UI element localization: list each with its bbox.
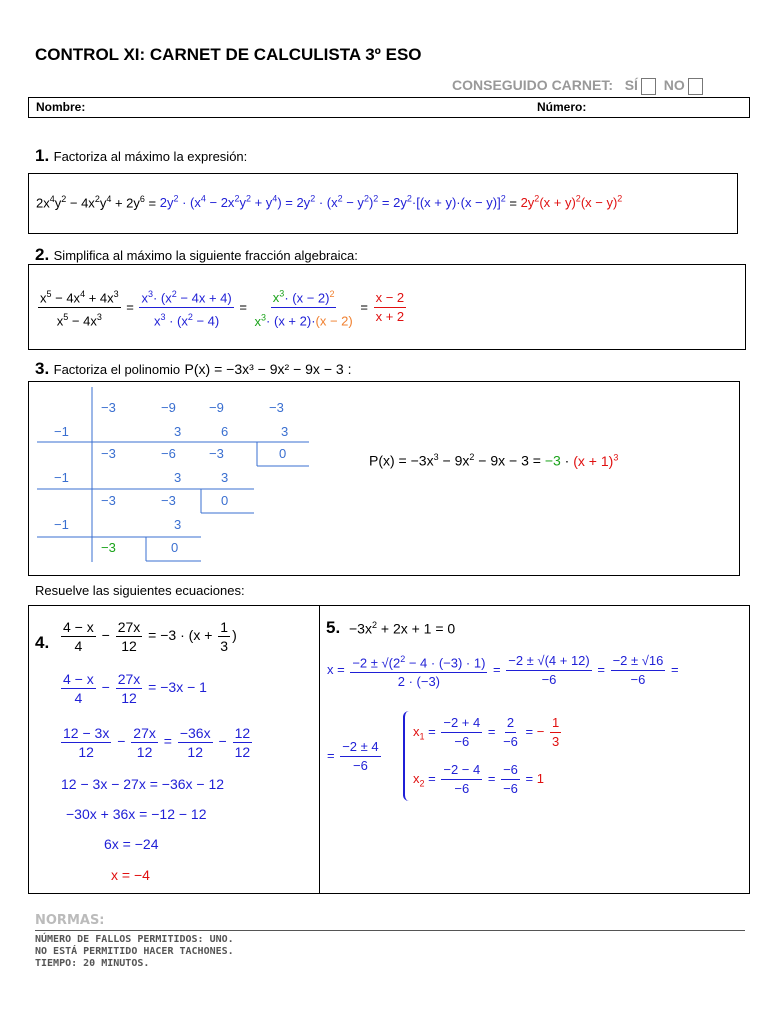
q2-prompt: Simplifica al máximo la siguiente fracción algebraica:: [53, 248, 358, 263]
q3-poly: P(x) = −3x³ − 9x² − 9x − 3 :: [184, 361, 352, 377]
q2-number: 2.: [35, 245, 50, 264]
q3-heading: [35, 359, 351, 379]
r1-2: 3: [281, 424, 289, 439]
q1-prompt: Factoriza al máximo la expresión:: [53, 149, 248, 164]
q3-result: $P(x) = -3x^3 - 9x^2 - 9x - 3 = -3 \cdot (x + 1)^3$: [369, 452, 619, 469]
q1-heading: [35, 146, 247, 166]
r2-1: −6: [161, 446, 176, 461]
r4-0: −3: [101, 493, 116, 508]
q3-number: 3.: [35, 359, 50, 378]
q5-step2: = $\frac{-2 \pm 4}{-6}$: [327, 739, 379, 773]
q4-step5: 6x = −24: [104, 836, 159, 852]
q1-number: 1.: [35, 146, 50, 165]
root-2: −1: [54, 470, 69, 485]
si-label: SÍ: [624, 77, 638, 93]
normas-title: NORMAS:: [35, 913, 105, 928]
q2-heading: [35, 245, 358, 265]
normas-line-2: NO ESTÁ PERMITIDO HACER TACHONES.: [35, 946, 234, 957]
r2-0: −3: [101, 446, 116, 461]
ruffini-table: [29, 382, 329, 567]
q5-brace: [403, 711, 411, 801]
name-row: [28, 97, 750, 118]
r3-1: 3: [221, 470, 229, 485]
coef-0: −3: [101, 400, 116, 415]
q4-step2: $\frac{12 - 3x}{12}$ − $\frac{27x}{12}$ = $\frac{-36x}{12}$ − $\frac{12}{12}$: [63, 725, 251, 760]
q4-step1: $\frac{4 - x}{4}$ − $\frac{27x}{12}$ = −3x − 1: [63, 671, 207, 706]
q4-result: x = −4: [111, 867, 150, 883]
q5-equation: $-3x^2 + 2x + 1 = 0$: [349, 620, 456, 637]
q5-step1: x = $\frac{-2 \pm √(2^2 - 4 \cdot (-3) \cdot 1)}{2 \cdot (-3)}$ = $\frac{-2 \pm √(4 + 12)}{-6}$ = $\frac{-2 \pm √16}{-6}$ =: [327, 650, 679, 691]
coef-1: −9: [161, 400, 176, 415]
coef-3: −3: [269, 400, 284, 415]
r5-0: 3: [174, 517, 182, 532]
carnet-label: CONSEGUIDO CARNET:: [452, 77, 614, 93]
page-title: CONTROL XI: CARNET DE CALCULISTA 3º ESO: [35, 45, 422, 64]
q2-box: [28, 264, 746, 350]
q45-divider: [319, 606, 320, 893]
q3-prompt: Factoriza el polinomio: [53, 362, 181, 377]
coef-2: −9: [209, 400, 224, 415]
r1-1: 6: [221, 424, 229, 439]
r2-3: 0: [279, 446, 287, 461]
r3-0: 3: [174, 470, 182, 485]
resuelve-text: Resuelve las siguientes ecuaciones:: [35, 583, 245, 598]
q5-x1: $x_1$ = $\frac{-2 + 4}{-6}$ = $\frac{2}{-6}$ = − $\frac{1}{3}$: [413, 715, 560, 749]
root-1: −1: [54, 424, 69, 439]
q5-x2: $x_2$ = $\frac{-2 - 4}{-6}$ = $\frac{-6}{-6}$ = 1: [413, 762, 544, 796]
q3-box: [28, 381, 740, 576]
q2-solution: $\frac{x^5 - 4x^4 + 4x^3}{x^5 - 4x^3}$ = $\frac{x^3\cdot (x^2 - 4x + 4)}{x^3 \cdot (x^2 - 4)}$ = $\frac{x^3\cdot (x - 2)^2}{x^3\cdot (x + 2)\cdot(x - 2)}$ = $\frac{x - 2}{x + 2}$: [36, 285, 408, 331]
q4-number: 4.: [35, 633, 50, 652]
q1-box: [28, 173, 738, 234]
r1-0: 3: [174, 424, 182, 439]
q45-box: [28, 605, 750, 894]
no-checkbox[interactable]: [688, 78, 703, 95]
q4-step4: −30x + 36x = −12 − 12: [66, 806, 207, 822]
nombre-label: Nombre:: [36, 100, 86, 114]
normas-line-1: NÚMERO DE FALLOS PERMITIDOS: UNO.: [35, 934, 234, 945]
q1-solution: $2x^4y^2 - 4x^2y^4 + 2y^6 = 2y^2 \cdot (x^4 - 2x^2y^2 + y^4) = 2y^2 \cdot (x^2 - y^2)^2 = 2y^2\cdot[(x + y)\cdot(x - y)]^2 = 2y^2(x + y)^2(x - y)^2$: [36, 194, 623, 211]
numero-label: Número:: [537, 100, 587, 114]
q4-step3: 12 − 3x − 27x = −36x − 12: [61, 776, 225, 792]
r4-2: 0: [221, 493, 229, 508]
normas-list: [35, 934, 234, 970]
normas-line-3: TIEMPO: 20 MINUTOS.: [35, 958, 150, 969]
q4-equation: $\frac{4 - x}{4}$ − $\frac{27x}{12}$ = −3 · (x + $\frac{1}{3}$ ): [63, 619, 237, 654]
r2-2: −3: [209, 446, 224, 461]
r6-0: −3: [101, 540, 116, 555]
si-checkbox[interactable]: [641, 78, 656, 95]
q5-number: 5.: [326, 618, 341, 637]
r4-1: −3: [161, 493, 176, 508]
carnet-status: [452, 77, 703, 95]
root-3: −1: [54, 517, 69, 532]
normas-rule: [35, 930, 745, 931]
r6-1: 0: [171, 540, 179, 555]
no-label: NO: [663, 77, 685, 93]
